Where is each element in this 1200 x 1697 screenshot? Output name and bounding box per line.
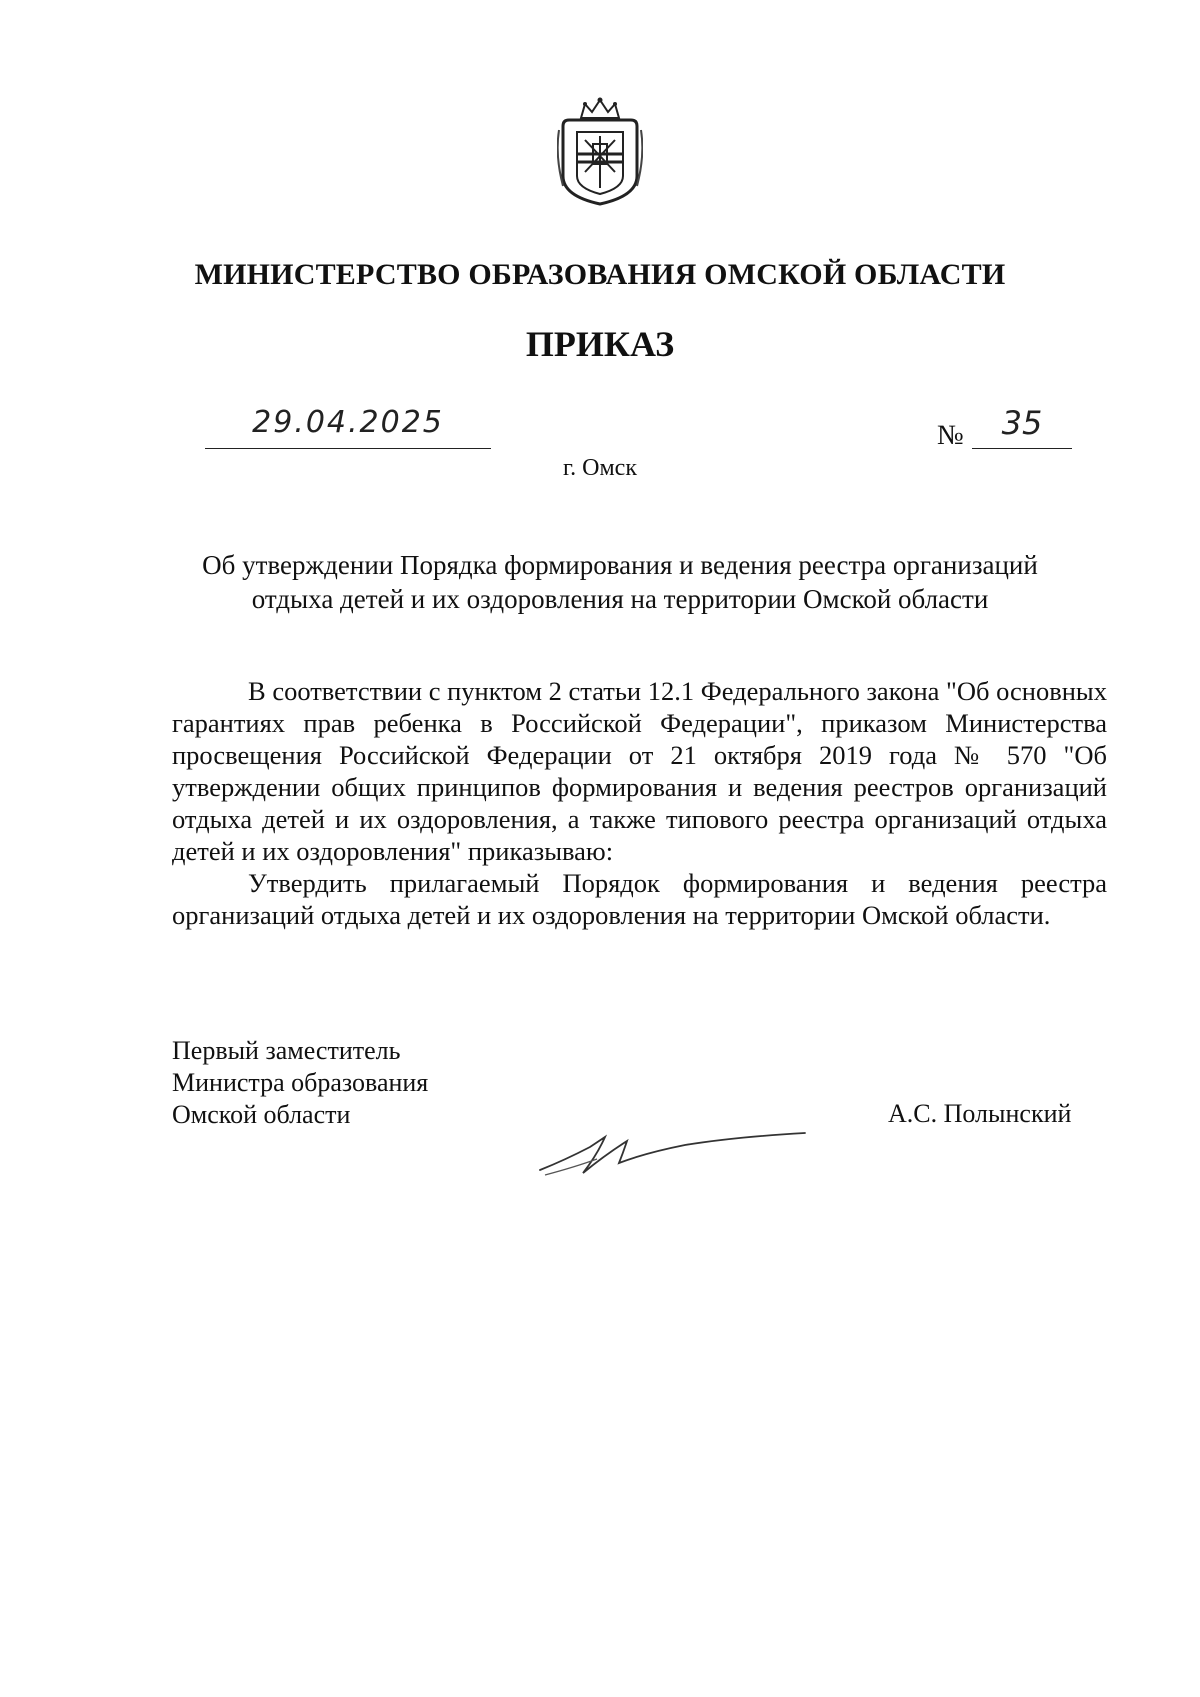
date-underline bbox=[205, 448, 491, 449]
signatory-name: А.С. Полынский bbox=[888, 1099, 1072, 1128]
city: г. Омск bbox=[563, 455, 637, 481]
order-number: 35 bbox=[1001, 404, 1043, 442]
document-type: ПРИКАЗ bbox=[525, 324, 675, 364]
signatory-title bbox=[172, 1035, 428, 1131]
subject-line-2: отдыха детей и их оздоровления на территории Омской области bbox=[251, 584, 989, 614]
body-paragraph-2: Утвердить прилагаемый Порядок формирования и ведения реестра организаций отдыха детей и их оздоровления на территории Омской области. bbox=[172, 868, 1107, 930]
number-label: № bbox=[937, 420, 964, 451]
body-paragraph-1: В соответствии с пунктом 2 статьи 12.1 Федерального закона "Об основных гарантиях прав ребенка в Российской Федерации", приказом Министерства просвещения Российской Федерации от 21 октября 2019 года № 570 "Об утверждении общих принципов формирования и ведения реестров организаций отдыха детей и их оздоровления, а также типового реестра организаций отдыха детей и их оздоровления" приказываю: bbox=[172, 676, 1107, 866]
signatory-title-line-1: Первый заместитель bbox=[172, 1036, 401, 1065]
ministry-name: МИНИСТЕРСТВО ОБРАЗОВАНИЯ ОМСКОЙ ОБЛАСТИ bbox=[194, 258, 1006, 291]
order-date: 29.04.2025 bbox=[252, 405, 444, 440]
subject-line-1: Об утверждении Порядка формирования и ведения реестра организаций bbox=[202, 550, 1038, 580]
number-underline bbox=[972, 448, 1072, 449]
order-subject bbox=[160, 548, 1080, 616]
order-body bbox=[172, 675, 1107, 931]
coat-of-arms-icon bbox=[557, 96, 643, 206]
signatory-title-line-3: Омской области bbox=[172, 1100, 351, 1129]
handwritten-signature-icon bbox=[535, 1115, 815, 1185]
signatory-title-line-2: Министра образования bbox=[172, 1068, 429, 1097]
